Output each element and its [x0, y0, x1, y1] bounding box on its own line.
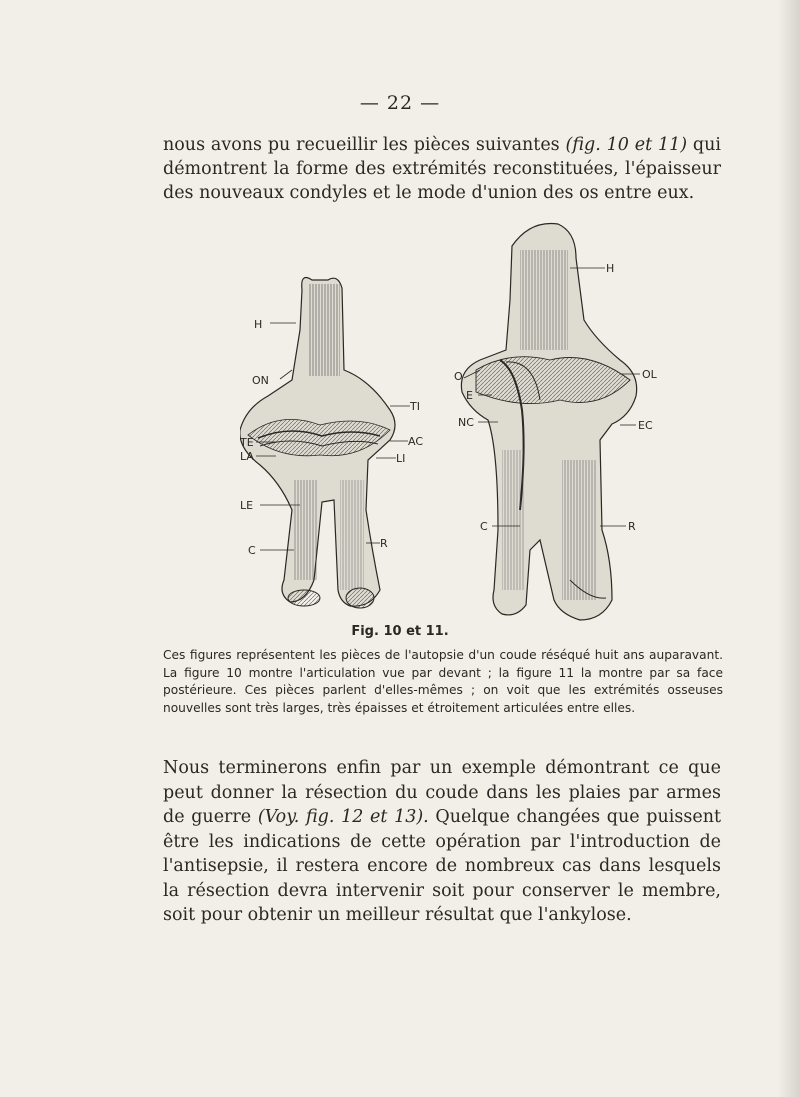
figure-reference: (fig. 10 et 11): [565, 135, 688, 155]
fig11-label-o: O: [454, 370, 463, 383]
figure-reference-2: (Voy. fig. 12 et 13).: [257, 807, 429, 827]
figure-caption: Ces figures représentent les pièces de l'autopsie d'un coude réséqué huit ans auparavant. La figure 10 montre l'articulation vue par devant ; la figure 11 la montre par sa face postérieure. Ces pièces parlent d'elles-mêmes ; on voit que les extrémités osseuses nouvelles sont très larges, très épaisses et étroitement articulées entre elles.: [163, 648, 723, 715]
fig10-label-h: H: [254, 318, 263, 331]
fig10-label-c: C: [248, 544, 256, 557]
anatomical-illustration: [240, 210, 680, 640]
fig10-label-le: LE: [240, 499, 254, 512]
paragraph-intro: [163, 133, 721, 205]
fig10-label-li: LI: [396, 452, 406, 465]
fig11-label-ec: EC: [638, 419, 653, 432]
fig11-label-nc: NC: [458, 416, 474, 429]
figure-10-11: [240, 210, 680, 640]
fig10-label-on: ON: [252, 374, 269, 387]
fig11-label-r: R: [628, 520, 636, 533]
paragraph-conclusion-text-2: Quelque changées que puissent être les indications de cette opération par l'introduction de l'antisepsie, il restera encore de nombreux cas dans lesquels la résection devra intervenir soit pour conserver le membre, soit pour obtenir un meilleur résultat que l'ankylose.: [163, 807, 721, 925]
fig11-label-h: H: [606, 262, 615, 275]
fig10-label-ti: TI: [410, 400, 420, 413]
figure-title: Fig. 10 et 11.: [351, 624, 449, 639]
fig11-label-e: E: [466, 389, 473, 402]
page-number: — 22 —: [359, 92, 441, 114]
paragraph-conclusion: [163, 756, 721, 928]
fig11-label-ol: OL: [642, 368, 657, 381]
paragraph-conclusion-text-1: Nous terminerons enfin par un exemple démontrant ce que peut donner la résection du coude dans les plaies par armes de guerre: [163, 758, 721, 827]
page-edge-shadow: [778, 0, 800, 1097]
paragraph-intro-text-2: qui démontrent la forme des extrémités reconstituées, l'épaisseur des nouveaux condyles et le mode d'union des os entre eux.: [163, 135, 721, 203]
paragraph-intro-text-1: nous avons pu recueillir les pièces suivantes: [163, 135, 566, 155]
fig10-label-la: LA: [240, 450, 254, 463]
figure-10-drawing: [240, 278, 395, 608]
fig11-label-c: C: [480, 520, 488, 533]
fig10-label-te: TE: [240, 436, 254, 449]
fig10-label-r: R: [380, 537, 388, 550]
fig10-label-ac: AC: [408, 435, 424, 448]
